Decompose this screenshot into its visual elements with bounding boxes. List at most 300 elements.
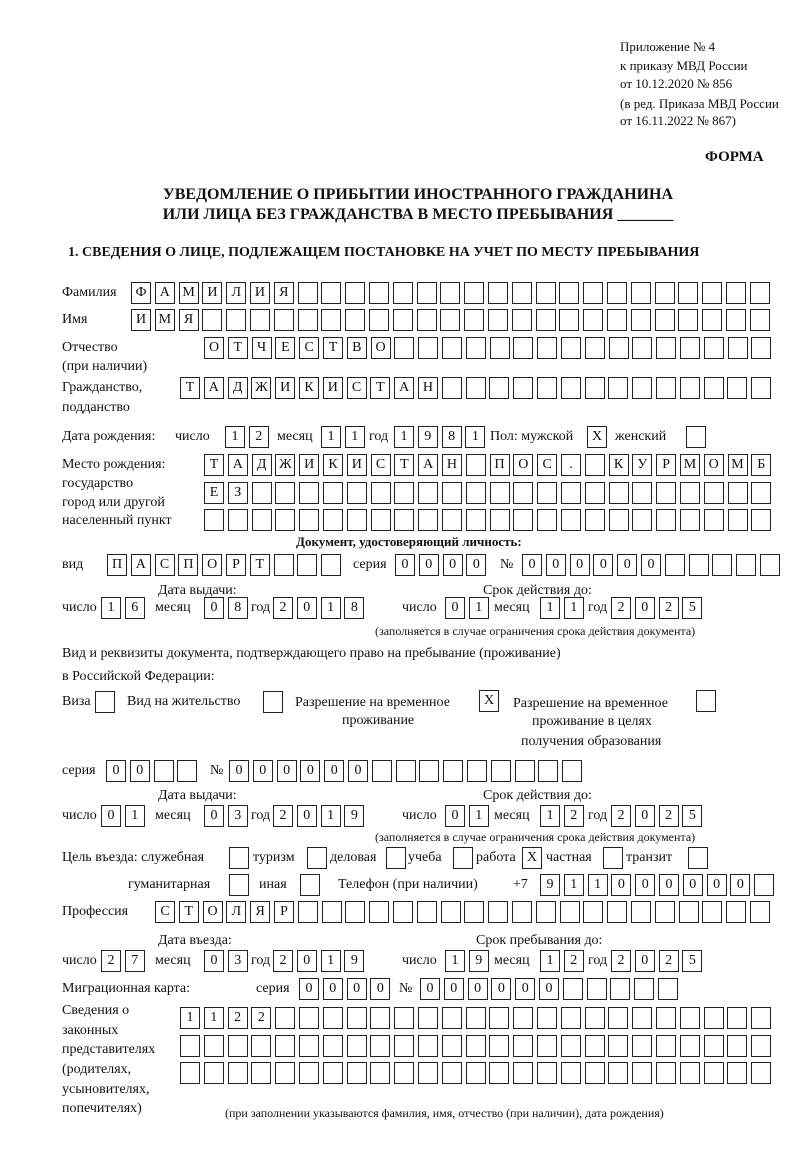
checkbox-box[interactable]: X	[479, 690, 499, 712]
char-box[interactable]	[704, 482, 724, 504]
char-box[interactable]	[369, 901, 389, 923]
char-box[interactable]: И	[323, 377, 343, 399]
surname-field[interactable]	[131, 282, 770, 304]
char-box[interactable]: 3	[228, 950, 248, 972]
char-box[interactable]	[489, 1062, 509, 1084]
char-box[interactable]: Б	[751, 454, 771, 476]
char-box[interactable]	[417, 901, 437, 923]
char-box[interactable]: П	[107, 554, 127, 576]
char-box[interactable]	[298, 282, 318, 304]
char-box[interactable]	[656, 1062, 676, 1084]
char-box[interactable]	[418, 482, 438, 504]
char-box[interactable]	[464, 901, 484, 923]
char-box[interactable]: Р	[656, 454, 676, 476]
char-box[interactable]	[559, 282, 579, 304]
char-box[interactable]: 0	[253, 760, 273, 782]
char-box[interactable]	[490, 509, 510, 531]
char-box[interactable]: К	[323, 454, 343, 476]
char-box[interactable]: И	[202, 282, 222, 304]
char-box[interactable]: 0	[444, 978, 464, 1000]
char-box[interactable]: 0	[130, 760, 150, 782]
char-box[interactable]	[393, 309, 413, 331]
char-box[interactable]	[204, 1035, 224, 1057]
char-box[interactable]: А	[131, 554, 151, 576]
char-box[interactable]: 0	[515, 978, 535, 1000]
char-box[interactable]	[751, 337, 771, 359]
char-box[interactable]: 1	[321, 426, 341, 448]
char-box[interactable]: В	[347, 337, 367, 359]
char-box[interactable]	[442, 1035, 462, 1057]
char-box[interactable]	[394, 482, 414, 504]
char-box[interactable]	[704, 1062, 724, 1084]
char-box[interactable]	[751, 482, 771, 504]
char-box[interactable]	[418, 1062, 438, 1084]
birthplace-row-3[interactable]	[204, 509, 771, 531]
char-box[interactable]	[536, 282, 556, 304]
char-box[interactable]: 2	[659, 805, 679, 827]
entry-month[interactable]	[204, 950, 248, 972]
char-box[interactable]	[275, 509, 295, 531]
checkbox-box[interactable]	[386, 847, 406, 869]
char-box[interactable]	[251, 1035, 271, 1057]
char-box[interactable]	[490, 482, 510, 504]
char-box[interactable]	[467, 760, 487, 782]
char-box[interactable]: С	[155, 554, 175, 576]
char-box[interactable]	[608, 377, 628, 399]
char-box[interactable]: Н	[418, 377, 438, 399]
char-box[interactable]: З	[228, 482, 248, 504]
char-box[interactable]	[512, 282, 532, 304]
char-box[interactable]: 1	[588, 874, 608, 896]
char-box[interactable]	[727, 377, 747, 399]
char-box[interactable]: 0	[204, 597, 224, 619]
char-box[interactable]	[702, 901, 722, 923]
char-box[interactable]: Т	[228, 337, 248, 359]
char-box[interactable]	[442, 482, 462, 504]
char-box[interactable]: 2	[273, 597, 293, 619]
char-box[interactable]	[560, 901, 580, 923]
char-box[interactable]	[323, 1035, 343, 1057]
char-box[interactable]	[680, 509, 700, 531]
char-box[interactable]: 3	[228, 805, 248, 827]
char-box[interactable]	[727, 1035, 747, 1057]
char-box[interactable]	[751, 377, 771, 399]
char-box[interactable]	[726, 282, 746, 304]
char-box[interactable]	[371, 482, 391, 504]
char-box[interactable]: Р	[226, 554, 246, 576]
char-box[interactable]	[275, 1007, 295, 1029]
char-box[interactable]	[538, 760, 558, 782]
char-box[interactable]: 2	[228, 1007, 248, 1029]
char-box[interactable]	[323, 1007, 343, 1029]
char-box[interactable]	[204, 1062, 224, 1084]
char-box[interactable]: 2	[564, 950, 584, 972]
char-box[interactable]: Ф	[131, 282, 151, 304]
char-box[interactable]	[728, 337, 748, 359]
id-valid-day[interactable]	[445, 597, 489, 619]
char-box[interactable]: 2	[611, 597, 631, 619]
char-box[interactable]	[632, 509, 652, 531]
id-valid-month[interactable]	[540, 597, 584, 619]
char-box[interactable]: 0	[466, 554, 486, 576]
char-box[interactable]	[585, 1035, 605, 1057]
char-box[interactable]	[537, 1007, 557, 1029]
char-box[interactable]: С	[371, 454, 391, 476]
char-box[interactable]	[585, 454, 605, 476]
char-box[interactable]: 8	[228, 597, 248, 619]
char-box[interactable]	[607, 282, 627, 304]
char-box[interactable]	[585, 1007, 605, 1029]
entry-year[interactable]	[273, 950, 364, 972]
char-box[interactable]: 5	[682, 597, 702, 619]
purpose-transit-checkbox[interactable]	[688, 847, 708, 869]
char-box[interactable]	[323, 482, 343, 504]
birthplace-row-1[interactable]	[204, 454, 771, 476]
char-box[interactable]	[371, 509, 391, 531]
char-box[interactable]	[537, 509, 557, 531]
char-box[interactable]: 0	[635, 805, 655, 827]
char-box[interactable]: 0	[546, 554, 566, 576]
char-box[interactable]: 0	[522, 554, 542, 576]
char-box[interactable]	[750, 901, 770, 923]
char-box[interactable]	[585, 377, 605, 399]
char-box[interactable]	[561, 337, 581, 359]
char-box[interactable]: 1	[445, 950, 465, 972]
char-box[interactable]	[489, 1035, 509, 1057]
char-box[interactable]	[728, 482, 748, 504]
checkbox-box[interactable]	[603, 847, 623, 869]
char-box[interactable]	[345, 282, 365, 304]
char-box[interactable]: 0	[106, 760, 126, 782]
char-box[interactable]: 1	[469, 597, 489, 619]
char-box[interactable]: М	[179, 282, 199, 304]
char-box[interactable]: 0	[395, 554, 415, 576]
char-box[interactable]	[750, 309, 770, 331]
char-box[interactable]	[563, 978, 583, 1000]
char-box[interactable]	[515, 760, 535, 782]
char-box[interactable]	[466, 1007, 486, 1029]
char-box[interactable]	[464, 282, 484, 304]
char-box[interactable]: 2	[659, 950, 679, 972]
char-box[interactable]: Л	[226, 901, 246, 923]
char-box[interactable]	[370, 1007, 390, 1029]
char-box[interactable]	[369, 282, 389, 304]
char-box[interactable]	[585, 1062, 605, 1084]
char-box[interactable]: Л	[226, 282, 246, 304]
char-box[interactable]	[299, 1035, 319, 1057]
char-box[interactable]	[228, 1062, 248, 1084]
char-box[interactable]	[418, 1007, 438, 1029]
checkbox-box[interactable]	[688, 847, 708, 869]
char-box[interactable]	[274, 309, 294, 331]
char-box[interactable]	[226, 309, 246, 331]
char-box[interactable]: 1	[465, 426, 485, 448]
char-box[interactable]	[394, 1007, 414, 1029]
char-box[interactable]: 0	[419, 554, 439, 576]
char-box[interactable]: 0	[347, 978, 367, 1000]
char-box[interactable]: Е	[204, 482, 224, 504]
char-box[interactable]: Т	[370, 377, 390, 399]
char-box[interactable]	[299, 482, 319, 504]
char-box[interactable]: 2	[101, 950, 121, 972]
char-box[interactable]: У	[632, 454, 652, 476]
char-box[interactable]	[394, 509, 414, 531]
char-box[interactable]	[419, 760, 439, 782]
stay-year[interactable]	[611, 950, 702, 972]
char-box[interactable]	[608, 1035, 628, 1057]
char-box[interactable]: И	[131, 309, 151, 331]
char-box[interactable]	[704, 1035, 724, 1057]
char-box[interactable]: 0	[641, 554, 661, 576]
char-box[interactable]	[513, 1062, 533, 1084]
char-box[interactable]	[321, 309, 341, 331]
char-box[interactable]	[583, 282, 603, 304]
char-box[interactable]	[631, 282, 651, 304]
char-box[interactable]	[489, 377, 509, 399]
char-box[interactable]: 9	[540, 874, 560, 896]
char-box[interactable]: 0	[491, 978, 511, 1000]
char-box[interactable]: 1	[540, 805, 560, 827]
char-box[interactable]	[656, 377, 676, 399]
birth-day-field[interactable]	[225, 426, 269, 448]
char-box[interactable]: 1	[564, 874, 584, 896]
birth-month-field[interactable]	[321, 426, 365, 448]
char-box[interactable]	[680, 337, 700, 359]
char-box[interactable]	[440, 309, 460, 331]
char-box[interactable]	[631, 901, 651, 923]
char-box[interactable]	[561, 482, 581, 504]
char-box[interactable]	[727, 1007, 747, 1029]
char-box[interactable]	[680, 1007, 700, 1029]
char-box[interactable]: 1	[180, 1007, 200, 1029]
checkbox-box[interactable]	[263, 691, 283, 713]
char-box[interactable]: О	[202, 554, 222, 576]
char-box[interactable]	[466, 1035, 486, 1057]
char-box[interactable]	[299, 1062, 319, 1084]
char-box[interactable]: О	[371, 337, 391, 359]
char-box[interactable]: И	[299, 454, 319, 476]
char-box[interactable]	[727, 1062, 747, 1084]
char-box[interactable]: 0	[443, 554, 463, 576]
char-box[interactable]: 1	[540, 950, 560, 972]
char-box[interactable]: О	[204, 337, 224, 359]
char-box[interactable]	[513, 509, 533, 531]
char-box[interactable]: Н	[442, 454, 462, 476]
char-box[interactable]	[441, 901, 461, 923]
id-series-field[interactable]	[395, 554, 486, 576]
char-box[interactable]: Ч	[252, 337, 272, 359]
char-box[interactable]	[609, 482, 629, 504]
char-box[interactable]	[394, 1035, 414, 1057]
checkbox-box[interactable]	[229, 874, 249, 896]
char-box[interactable]: 0	[370, 978, 390, 1000]
id-valid-year[interactable]	[611, 597, 702, 619]
char-box[interactable]: М	[728, 454, 748, 476]
checkbox-box[interactable]: X	[587, 426, 607, 448]
right-number-field[interactable]	[229, 760, 582, 782]
char-box[interactable]	[585, 509, 605, 531]
char-box[interactable]: 0	[635, 874, 655, 896]
char-box[interactable]	[632, 1035, 652, 1057]
char-box[interactable]	[656, 482, 676, 504]
char-box[interactable]: 1	[321, 805, 341, 827]
char-box[interactable]	[347, 1007, 367, 1029]
char-box[interactable]: О	[704, 454, 724, 476]
char-box[interactable]	[488, 901, 508, 923]
char-box[interactable]	[678, 309, 698, 331]
char-box[interactable]	[347, 1035, 367, 1057]
char-box[interactable]	[656, 1007, 676, 1029]
char-box[interactable]: 7	[125, 950, 145, 972]
char-box[interactable]	[202, 309, 222, 331]
char-box[interactable]	[442, 1007, 462, 1029]
char-box[interactable]: А	[394, 377, 414, 399]
phone-field[interactable]	[540, 874, 774, 896]
char-box[interactable]	[562, 760, 582, 782]
purpose-tourism-checkbox[interactable]	[307, 847, 327, 869]
char-box[interactable]	[680, 1035, 700, 1057]
char-box[interactable]: 2	[249, 426, 269, 448]
char-box[interactable]	[180, 1062, 200, 1084]
char-box[interactable]	[298, 309, 318, 331]
trp-edu-checkbox[interactable]	[696, 690, 716, 712]
char-box[interactable]: 9	[344, 805, 364, 827]
char-box[interactable]: П	[490, 454, 510, 476]
char-box[interactable]: Ж	[251, 377, 271, 399]
char-box[interactable]	[585, 482, 605, 504]
char-box[interactable]	[394, 1062, 414, 1084]
char-box[interactable]: 1	[225, 426, 245, 448]
char-box[interactable]	[370, 1062, 390, 1084]
char-box[interactable]	[466, 482, 486, 504]
char-box[interactable]	[393, 282, 413, 304]
right-valid-day[interactable]	[445, 805, 489, 827]
char-box[interactable]	[252, 509, 272, 531]
char-box[interactable]: Р	[274, 901, 294, 923]
char-box[interactable]: 1	[469, 805, 489, 827]
char-box[interactable]: Ж	[275, 454, 295, 476]
id-issue-year[interactable]	[273, 597, 364, 619]
char-box[interactable]	[585, 337, 605, 359]
char-box[interactable]	[512, 309, 532, 331]
char-box[interactable]	[704, 377, 724, 399]
char-box[interactable]	[417, 282, 437, 304]
char-box[interactable]	[754, 874, 774, 896]
char-box[interactable]	[537, 1035, 557, 1057]
char-box[interactable]	[466, 454, 486, 476]
char-box[interactable]	[345, 901, 365, 923]
char-box[interactable]	[702, 282, 722, 304]
purpose-business-checkbox[interactable]	[386, 847, 406, 869]
char-box[interactable]	[760, 554, 780, 576]
char-box[interactable]	[275, 1062, 295, 1084]
migration-card-series[interactable]	[299, 978, 390, 1000]
char-box[interactable]: 0	[539, 978, 559, 1000]
checkbox-box[interactable]	[307, 847, 327, 869]
rep-row-2[interactable]	[180, 1035, 771, 1057]
sex-male-checkbox[interactable]	[587, 426, 607, 448]
char-box[interactable]	[347, 509, 367, 531]
purpose-service-checkbox[interactable]	[229, 847, 249, 869]
char-box[interactable]: 0	[445, 597, 465, 619]
char-box[interactable]	[251, 1062, 271, 1084]
char-box[interactable]	[704, 337, 724, 359]
char-box[interactable]	[372, 760, 392, 782]
right-valid-month[interactable]	[540, 805, 584, 827]
char-box[interactable]	[608, 1007, 628, 1029]
char-box[interactable]: 0	[299, 978, 319, 1000]
char-box[interactable]	[609, 509, 629, 531]
char-box[interactable]: К	[609, 454, 629, 476]
purpose-private-checkbox[interactable]	[603, 847, 623, 869]
char-box[interactable]	[275, 482, 295, 504]
char-box[interactable]: Т	[394, 454, 414, 476]
char-box[interactable]: 1	[101, 597, 121, 619]
char-box[interactable]	[250, 309, 270, 331]
char-box[interactable]	[607, 901, 627, 923]
char-box[interactable]	[561, 1035, 581, 1057]
char-box[interactable]	[323, 509, 343, 531]
char-box[interactable]	[632, 482, 652, 504]
char-box[interactable]: 0	[635, 597, 655, 619]
char-box[interactable]	[536, 901, 556, 923]
char-box[interactable]: И	[275, 377, 295, 399]
char-box[interactable]: О	[203, 901, 223, 923]
char-box[interactable]	[655, 901, 675, 923]
char-box[interactable]	[394, 337, 414, 359]
char-box[interactable]	[679, 901, 699, 923]
char-box[interactable]	[561, 1007, 581, 1029]
char-box[interactable]	[736, 554, 756, 576]
citizenship-field[interactable]	[180, 377, 771, 399]
purpose-humanitarian-checkbox[interactable]	[229, 874, 249, 896]
char-box[interactable]: 2	[251, 1007, 271, 1029]
char-box[interactable]	[583, 901, 603, 923]
char-box[interactable]: Я	[179, 309, 199, 331]
char-box[interactable]: 1	[394, 426, 414, 448]
char-box[interactable]: 2	[611, 950, 631, 972]
char-box[interactable]: Д	[228, 377, 248, 399]
char-box[interactable]: 0	[593, 554, 613, 576]
char-box[interactable]	[442, 1062, 462, 1084]
char-box[interactable]: 0	[300, 760, 320, 782]
char-box[interactable]: 1	[345, 426, 365, 448]
char-box[interactable]	[370, 1035, 390, 1057]
char-box[interactable]	[656, 509, 676, 531]
migration-card-number[interactable]	[420, 978, 678, 1000]
char-box[interactable]	[347, 1062, 367, 1084]
char-box[interactable]: 0	[323, 978, 343, 1000]
char-box[interactable]	[298, 901, 318, 923]
char-box[interactable]: 0	[229, 760, 249, 782]
char-box[interactable]	[321, 282, 341, 304]
profession-field[interactable]	[155, 901, 770, 923]
char-box[interactable]	[440, 282, 460, 304]
char-box[interactable]	[750, 282, 770, 304]
rep-row-1[interactable]	[180, 1007, 771, 1029]
char-box[interactable]	[607, 309, 627, 331]
char-box[interactable]: 1	[125, 805, 145, 827]
char-box[interactable]: Т	[180, 377, 200, 399]
trp-checkbox[interactable]	[479, 690, 499, 712]
char-box[interactable]: 0	[707, 874, 727, 896]
char-box[interactable]: А	[204, 377, 224, 399]
char-box[interactable]	[228, 1035, 248, 1057]
char-box[interactable]	[632, 1062, 652, 1084]
char-box[interactable]	[536, 309, 556, 331]
char-box[interactable]	[466, 509, 486, 531]
char-box[interactable]	[417, 309, 437, 331]
